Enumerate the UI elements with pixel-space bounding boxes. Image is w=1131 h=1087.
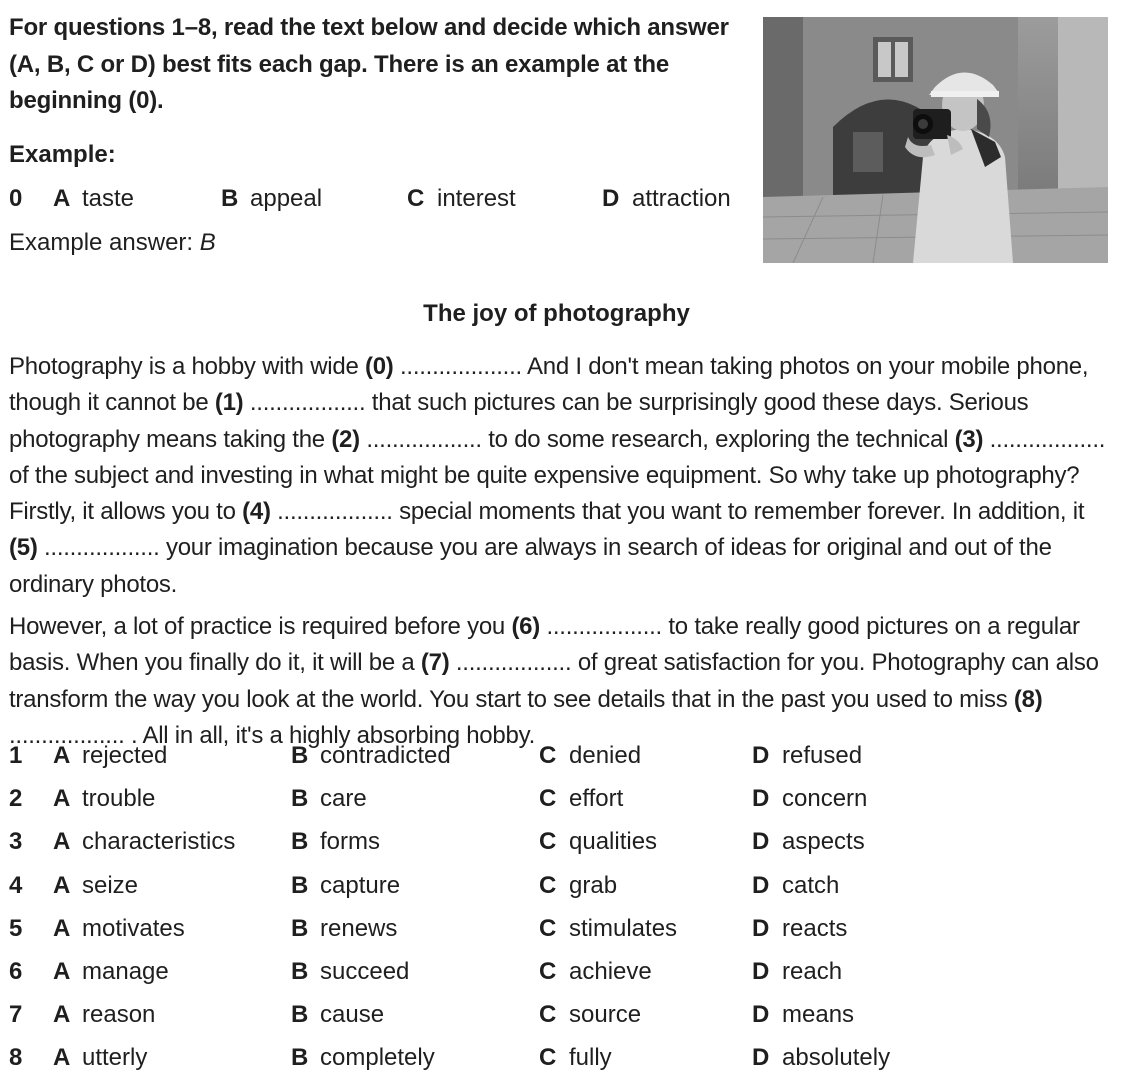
- passage-text-run: .................. to take really good pictures on a regular basis. When you finally do it, it will be a: [9, 613, 1080, 677]
- option-letter-a: A: [53, 958, 71, 985]
- option-letter-a: A: [53, 742, 71, 769]
- option-letter-a: A: [53, 1001, 71, 1028]
- question-number: 7: [9, 1001, 23, 1028]
- option-d[interactable]: absolutely: [782, 1044, 891, 1071]
- option-letter-a: A: [53, 915, 71, 942]
- option-d[interactable]: reacts: [782, 915, 848, 942]
- question-row-8: [9, 1044, 1109, 1078]
- passage-text-run: .................. your imagination because you are always in search of ideas for original and out of the ordinary photos.: [9, 534, 1052, 598]
- option-d[interactable]: catch: [782, 872, 840, 899]
- option-letter-a: A: [53, 872, 71, 899]
- option-c[interactable]: achieve: [569, 958, 652, 985]
- option-c[interactable]: grab: [569, 872, 618, 899]
- option-c[interactable]: qualities: [569, 828, 658, 855]
- passage-paragraph-2: [9, 609, 1114, 754]
- question-row-5: [9, 915, 1109, 949]
- passage-text-run: .................. that such pictures can be surprisingly good these days. Serious photography means taking the: [9, 389, 1029, 453]
- example-letter-c: C: [407, 185, 425, 212]
- option-letter-a: A: [53, 1044, 71, 1071]
- option-b[interactable]: completely: [320, 1044, 435, 1071]
- passage-text-run: Photography is a hobby with wide: [9, 353, 365, 380]
- option-c[interactable]: source: [569, 1001, 642, 1028]
- passage-text-run: .................. of great satisfaction for you. Photography can also transform the way you look at the world. You start to see details that in the past you used to miss: [9, 649, 1099, 713]
- question-number: 2: [9, 785, 23, 812]
- question-row-4: [9, 872, 1109, 906]
- option-a[interactable]: trouble: [82, 785, 156, 812]
- option-b[interactable]: capture: [320, 872, 401, 899]
- gap-marker-2: (2): [331, 425, 360, 453]
- option-b[interactable]: cause: [320, 1001, 385, 1028]
- option-a[interactable]: rejected: [82, 742, 168, 769]
- option-b[interactable]: succeed: [320, 958, 410, 985]
- option-letter-c: C: [539, 1044, 557, 1071]
- option-letter-c: C: [539, 1001, 557, 1028]
- gap-marker-0: (0): [364, 353, 394, 380]
- option-letter-c: C: [539, 742, 557, 769]
- option-letter-d: D: [752, 785, 770, 812]
- question-number: 4: [9, 872, 23, 899]
- option-letter-b: B: [291, 872, 309, 899]
- gap-marker-1: (1): [214, 389, 244, 417]
- option-letter-d: D: [752, 872, 770, 899]
- option-letter-b: B: [291, 915, 309, 942]
- passage-text-run: However, a lot of practice is required before you: [9, 613, 512, 641]
- passage-text-run: .................. . All in all, it's a highly absorbing hobby.: [9, 721, 535, 749]
- option-letter-d: D: [752, 742, 770, 769]
- passage-text-run: .................. special moments that you want to remember forever. In addition, it: [270, 498, 1085, 526]
- option-c[interactable]: stimulates: [569, 915, 678, 942]
- option-letter-b: B: [291, 742, 309, 769]
- passage-text-run: .................. of the subject and investing in what might be quite expensive equipment. So why take up photography? Firstly, it allows you to: [9, 425, 1106, 526]
- option-letter-b: B: [291, 785, 309, 812]
- option-b[interactable]: contradicted: [320, 742, 451, 769]
- option-c[interactable]: fully: [569, 1044, 612, 1071]
- example-letter-b: B: [221, 185, 239, 212]
- passage-title: The joy of photography: [423, 300, 690, 327]
- passage-text-run: ................... And I don't mean taking photos on your mobile phone, though it cannot be: [9, 353, 1089, 417]
- option-letter-b: B: [291, 828, 309, 855]
- option-a[interactable]: manage: [82, 958, 169, 985]
- option-d[interactable]: means: [782, 1001, 855, 1028]
- option-letter-d: D: [752, 828, 770, 855]
- photographer-image: [763, 17, 1108, 263]
- question-row-6: [9, 958, 1109, 992]
- example-option-d: attraction: [632, 185, 731, 212]
- option-letter-c: C: [539, 958, 557, 985]
- option-letter-b: B: [291, 958, 309, 985]
- question-row-7: [9, 1001, 1109, 1035]
- option-letter-b: B: [291, 1044, 309, 1071]
- example-answer-value: B: [199, 229, 216, 256]
- option-d[interactable]: concern: [782, 785, 868, 812]
- example-answer: [9, 229, 216, 257]
- question-row-1: [9, 742, 1109, 776]
- option-b[interactable]: renews: [320, 915, 398, 942]
- option-letter-c: C: [539, 872, 557, 899]
- example-number: 0: [9, 185, 23, 212]
- example-option-b: appeal: [250, 185, 323, 212]
- question-number: 8: [9, 1044, 23, 1071]
- option-letter-a: A: [53, 785, 71, 812]
- option-letter-c: C: [539, 915, 557, 942]
- example-option-c: interest: [437, 185, 516, 212]
- question-number: 1: [9, 742, 23, 769]
- question-number: 3: [9, 828, 23, 855]
- passage-paragraph-1: [9, 349, 1114, 603]
- option-b[interactable]: forms: [320, 828, 380, 855]
- example-heading: Example:: [9, 141, 116, 168]
- gap-marker-8: (8): [1013, 685, 1043, 713]
- question-row-2: [9, 785, 1109, 819]
- option-c[interactable]: denied: [569, 742, 642, 769]
- example-letter-d: D: [602, 185, 620, 212]
- option-a[interactable]: seize: [82, 872, 139, 899]
- photographer-photo: [763, 17, 1108, 263]
- option-c[interactable]: effort: [569, 785, 624, 812]
- gap-marker-6: (6): [511, 613, 541, 641]
- option-a[interactable]: characteristics: [82, 828, 236, 855]
- option-b[interactable]: care: [320, 785, 367, 812]
- gap-marker-5: (5): [9, 534, 38, 562]
- question-number: 6: [9, 958, 23, 985]
- question-row-3: [9, 828, 1109, 862]
- option-d[interactable]: aspects: [782, 828, 865, 855]
- option-letter-c: C: [539, 785, 557, 812]
- example-letter-a: A: [53, 185, 71, 212]
- passage-text: [9, 349, 1114, 760]
- option-letter-c: C: [539, 828, 557, 855]
- example-option-a: taste: [82, 185, 135, 212]
- gap-marker-7: (7): [420, 649, 450, 677]
- passage-text-run: .................. to do some research, exploring the technical: [359, 425, 955, 453]
- task-instructions: For questions 1–8, read the text below and decide which answer (A, B, C or D) best fits each gap. There is an example at the beginning (0).: [9, 14, 729, 114]
- option-d[interactable]: refused: [782, 742, 863, 769]
- option-d[interactable]: reach: [782, 958, 843, 985]
- example-answer-label: Example answer:: [9, 229, 200, 256]
- option-letter-b: B: [291, 1001, 309, 1028]
- gap-marker-4: (4): [242, 498, 271, 526]
- option-a[interactable]: reason: [82, 1001, 156, 1028]
- option-letter-d: D: [752, 1001, 770, 1028]
- option-letter-a: A: [53, 828, 71, 855]
- option-a[interactable]: motivates: [82, 915, 185, 942]
- option-a[interactable]: utterly: [82, 1044, 148, 1071]
- gap-marker-3: (3): [954, 425, 984, 453]
- example-options-row: [9, 185, 769, 217]
- question-number: 5: [9, 915, 23, 942]
- option-letter-d: D: [752, 958, 770, 985]
- option-letter-d: D: [752, 915, 770, 942]
- option-letter-d: D: [752, 1044, 770, 1071]
